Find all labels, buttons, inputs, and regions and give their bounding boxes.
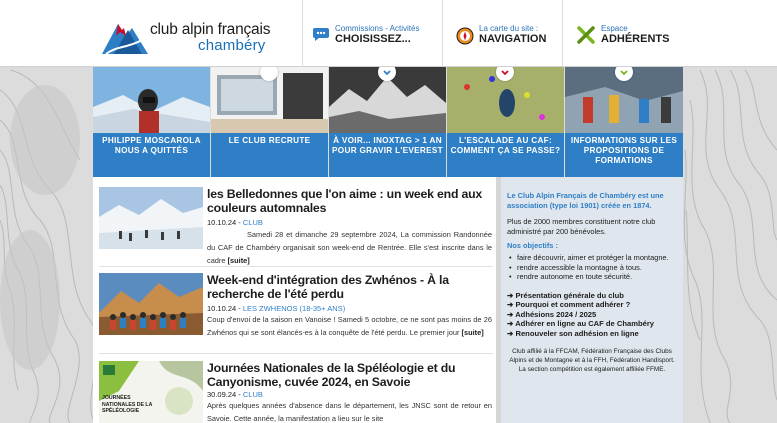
tile-caption: L'ESCALADE AU CAF: COMMENT ÇA SE PASSE? bbox=[447, 133, 564, 177]
article-title[interactable]: Week-end d'intégration des Zwhénos - À la recherche de l'été perdu bbox=[207, 273, 449, 301]
objective-item: • rendre autonome en toute sécurité. bbox=[507, 272, 677, 282]
objectives-heading: Nos objectifs : bbox=[507, 241, 558, 250]
poster-title: JOURNÉES NATIONALES DE LA SPÉLÉOLOGIE bbox=[102, 395, 153, 414]
nav-small-label: Commissions - Activités bbox=[335, 24, 420, 33]
chevron-down-icon bbox=[378, 67, 396, 81]
article-excerpt-text: Coup d'envoi de la saison en Vanoise ! Samedi 5 octobre, ce ne sont pas moins de 26 Zwhénos qui se sont élancés-es à la conquête de l'été perdu. Le premier jour bbox=[207, 315, 492, 337]
club-links bbox=[507, 291, 677, 339]
club-intro: Le Club Alpin Français de Chambéry est une association (type loi 1901) créée en 1874. bbox=[507, 191, 664, 210]
tile-caption: À VOIR... INOXTAG > 1 AN POUR GRAVIR L'EVEREST bbox=[329, 133, 446, 177]
club-members-text: Plus de 2000 membres constituent notre club administré par 200 bénévoles. bbox=[507, 217, 656, 236]
article-thumbnail bbox=[99, 187, 203, 249]
nav-small-label: Espace bbox=[601, 24, 628, 33]
article-title[interactable]: Journées Nationales de la Spéléologie et du Canyonisme, cuvée 2024, en Savoie bbox=[207, 361, 456, 389]
article-meta: 10.10.24 - CLUB bbox=[207, 218, 263, 227]
read-more-link[interactable]: [suite] bbox=[227, 256, 250, 265]
link-presentation[interactable]: ➔ Présentation générale du club bbox=[507, 290, 624, 300]
club-sidebar bbox=[501, 177, 683, 423]
article-thumbnail bbox=[99, 361, 203, 423]
speech-bubble-icon bbox=[313, 27, 329, 41]
mountain-logo-icon bbox=[102, 16, 148, 56]
tile-climbing[interactable] bbox=[447, 67, 564, 177]
tile-badge bbox=[378, 67, 396, 81]
tile-moscarola[interactable] bbox=[93, 67, 210, 177]
tile-caption: PHILIPPE MOSCAROLA NOUS A QUITTÉS bbox=[93, 133, 210, 177]
article-category[interactable]: CLUB bbox=[242, 390, 263, 399]
affiliation-text: Club affilié à la FFCAM, Fédération Française des Clubs Alpins et de Montagne et à la FFH, Fédération Handisport. La section compétition est également affiliée FFME. bbox=[509, 348, 675, 373]
article-meta: 10.10.24 - LES ZWHENOS (18-35+ ANS) bbox=[207, 304, 346, 313]
chevron-down-icon bbox=[496, 67, 514, 81]
tile-badge bbox=[496, 67, 514, 81]
tile-inoxtag[interactable] bbox=[329, 67, 446, 177]
club-logo[interactable] bbox=[102, 12, 302, 56]
tile-caption: INFORMATIONS SUR LES PROPOSITIONS DE FORMATIONS bbox=[565, 133, 683, 177]
tools-icon bbox=[577, 26, 595, 44]
article-date: 10.10.24 bbox=[207, 218, 237, 227]
tile-photo bbox=[93, 67, 210, 133]
article-category[interactable]: CLUB bbox=[242, 218, 263, 227]
main-content bbox=[93, 177, 683, 423]
article-excerpt-text: Après quelques années d'absence dans le département, les JNSC sont de retour en Savoie. Cette année, la manifestation a lieu sur le site bbox=[207, 401, 492, 423]
link-memberships[interactable]: ➔ Adhésions 2024 / 2025 bbox=[507, 309, 597, 319]
tile-recruitment[interactable] bbox=[211, 67, 328, 177]
nav-members-area[interactable] bbox=[562, 0, 777, 67]
nav-site-map[interactable] bbox=[442, 0, 562, 67]
article-separator bbox=[99, 266, 493, 267]
link-why-join[interactable]: ➔ Pourquoi et comment adhérer ? bbox=[507, 300, 631, 309]
featured-tiles bbox=[93, 67, 683, 177]
article-excerpt bbox=[207, 399, 492, 423]
tile-caption: LE CLUB RECRUTE bbox=[211, 133, 328, 177]
link-renew-online[interactable]: ➔ Renouveler son adhésion en ligne bbox=[507, 328, 639, 338]
objective-item: • faire découvrir, aimer et protéger la montagne. bbox=[507, 253, 677, 263]
article-separator bbox=[99, 353, 493, 354]
logo-line1: club alpin français bbox=[150, 21, 271, 38]
chevron-down-icon bbox=[615, 67, 633, 81]
article-date: 30.09.24 bbox=[207, 390, 237, 399]
news-list bbox=[93, 177, 495, 423]
article-excerpt-text: Samedi 28 et dimanche 29 septembre 2024, La commission Randonnée du CAF de Chambéry organisait son week-end de Rentrée. Elle s'est inscrite dans le cadre bbox=[207, 230, 492, 265]
nav-commissions[interactable] bbox=[302, 0, 442, 67]
logo-line2: chambéry bbox=[198, 37, 266, 54]
nav-big-label: NAVIGATION bbox=[479, 33, 547, 45]
site-header bbox=[0, 0, 777, 67]
article-date: 10.10.24 bbox=[207, 304, 237, 313]
article-thumbnail bbox=[99, 273, 203, 335]
article-meta: 30.09.24 - CLUB bbox=[207, 390, 263, 399]
objective-item: • rendre accessible la montagne à tous. bbox=[507, 263, 677, 273]
article-title[interactable]: les Belledonnes que l'on aime : un week end aux couleurs automnales bbox=[207, 187, 483, 215]
article-excerpt bbox=[207, 228, 492, 267]
compass-icon bbox=[456, 27, 474, 45]
read-more-link[interactable]: [suite] bbox=[461, 328, 484, 337]
tile-badge bbox=[615, 67, 633, 81]
nav-small-label: La carte du site : bbox=[479, 24, 539, 33]
article-category[interactable]: LES ZWHENOS (18-35+ ANS) bbox=[242, 304, 346, 313]
article-excerpt bbox=[207, 313, 492, 339]
nav-big-label: ADHÉRENTS bbox=[601, 33, 670, 45]
tile-training[interactable] bbox=[565, 67, 683, 177]
link-join-online[interactable]: ➔ Adhérer en ligne au CAF de Chambéry bbox=[507, 319, 655, 328]
objectives-list bbox=[507, 253, 677, 282]
nav-big-label: CHOISISSEZ... bbox=[335, 33, 411, 45]
